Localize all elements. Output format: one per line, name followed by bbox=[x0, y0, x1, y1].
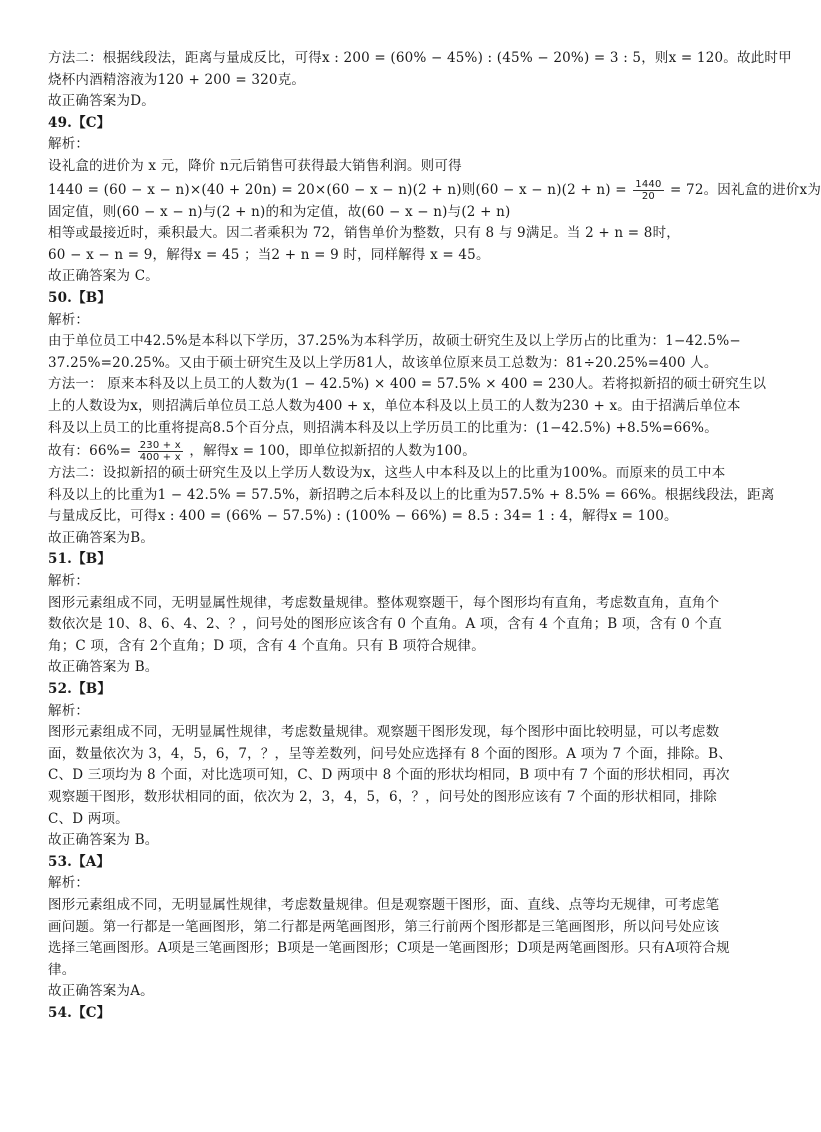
answer-line: 故正确答案为B。 bbox=[48, 529, 155, 546]
text-line: ，解得x = 100，即单位拟新招的人数为100。 bbox=[189, 443, 476, 460]
fraction bbox=[633, 179, 663, 202]
text-line: 60 − x − n = 9，解得x = 45 ；当2 + n = 9 时，同样解得 x = 45。 bbox=[48, 246, 490, 263]
text-line: 方法二：设拟新招的硕士研究生及以上学历人数设为x，这些人中本科及以上的比重为100%。而原来的员工中本 bbox=[48, 465, 726, 482]
answer-line: 故正确答案为A。 bbox=[48, 983, 154, 1000]
text-line: 图形元素组成不同，无明显属性规律，考虑数量规律。但是观察题干图形，面、直线、点等均无规律，可考虑笔 bbox=[48, 896, 720, 913]
text-line: 固定值，则(60 − x − n)与(2 + n)的和为定值，故(60 − x − n)与(2 + n) bbox=[48, 203, 511, 220]
formula-line bbox=[48, 439, 760, 463]
question-number: 50.【B】 bbox=[48, 289, 112, 306]
fraction-numerator: 1440 bbox=[635, 178, 662, 190]
fraction bbox=[138, 440, 183, 463]
text-line: 上的人数设为x，则招满后单位员工总人数为400 + x，单位本科及以上员工的人数为230 + x。由于招满后单位本 bbox=[48, 397, 741, 414]
text-line: 选择三笔画图形。A项是三笔画图形；B项是一笔画图形；C项是一笔画图形；D项是两笔画图形。只有A项符合规 bbox=[48, 940, 730, 957]
analysis-label: 解析： bbox=[48, 573, 90, 590]
answer-line: 故正确答案为 B。 bbox=[48, 832, 159, 849]
answer-line: 故正确答案为 C。 bbox=[48, 268, 159, 285]
question-number: 51.【B】 bbox=[48, 551, 112, 568]
fraction-denominator: 400 + x bbox=[139, 452, 181, 464]
analysis-label: 解析： bbox=[48, 702, 90, 719]
analysis-label: 解析： bbox=[48, 136, 90, 153]
text-line: 面，数量依次为 3，4，5，6，7，？，呈等差数列，问号处应选择有 8 个面的图形。A 项为 7 个面，排除。B、 bbox=[48, 745, 732, 762]
analysis-label: 解析： bbox=[48, 311, 90, 328]
text-line: 与量成反比，可得x : 400 = (66% − 57.5%) : (100% − 66%) = 8.5 : 34= 1 : 4，解得x = 100。 bbox=[48, 508, 678, 525]
text-line: 故正确答案为D。 bbox=[48, 93, 155, 110]
fraction-denominator: 20 bbox=[641, 190, 655, 202]
question-number: 52.【B】 bbox=[48, 681, 112, 698]
text-line: = 72。因礼盒的进价x为 bbox=[670, 181, 821, 198]
text-line: 角；C 项，含有 2个直角；D 项，含有 4 个直角。只有 B 项符合规律。 bbox=[48, 637, 485, 654]
text-line: 图形元素组成不同，无明显属性规律，考虑数量规律。观察题干图形发现，每个图形中面比较明显，可以考虑数 bbox=[48, 724, 720, 741]
analysis-label: 解析： bbox=[48, 875, 90, 892]
text-line: 科及以上的比重为1 − 42.5% = 57.5%，新招聘之后本科及以上的比重为57.5% + 8.5% = 66%。根据线段法，距离 bbox=[48, 486, 775, 503]
formula-line bbox=[48, 178, 821, 202]
question-number: 49.【C】 bbox=[48, 114, 111, 131]
text-line: 设礼盒的进价为 x 元，降价 n元后销售可获得最大销售利润。则可得 bbox=[48, 157, 462, 174]
text-line: 观察题干图形，数形状相同的面，依次为 2，3，4，5，6，？，问号处的图形应该有 7 个面的形状相同，排除 bbox=[48, 789, 718, 805]
text-line: C、D 三项均为 8 个面，对比选项可知，C、D 两项中 8 个面的形状均相同，B 项中有 7 个面的形状相同，再次 bbox=[48, 767, 730, 784]
text-line: 方法二：根据线段法，距离与量成反比，可得x : 200 = (60% − 45%) : (45% − 20%) = 3 : 5，则x = 120。故此时甲 bbox=[48, 50, 792, 66]
text-line: C、D 两项。 bbox=[48, 810, 129, 827]
text-line: 律。 bbox=[48, 961, 76, 978]
text-line: 烧杯内酒精溶液为120 + 200 = 320克。 bbox=[48, 71, 306, 88]
text-line: 科及以上员工的比重将提高8.5个百分点，则招满本科及以上学历员工的比重为：(1−42.5%) +8.5%=66%。 bbox=[48, 419, 718, 436]
text-line: 图形元素组成不同，无明显属性规律，考虑数量规律。整体观察题干，每个图形均有直角，考虑数直角，直角个 bbox=[48, 594, 720, 611]
text-line: 由于单位员工中42.5%是本科以下学历，37.25%为本科学历，故硕士研究生及以上学历占的比重为：1−42.5%− bbox=[48, 333, 741, 350]
fraction-numerator: 230 + x bbox=[139, 440, 181, 452]
text-line: 故有：66%= bbox=[48, 443, 132, 460]
text-line: 画问题。第一行都是一笔画图形，第二行都是两笔画图形，第三行前两个图形都是三笔画图形，所以问号处应该 bbox=[48, 918, 720, 935]
text-line: 37.25%=20.25%。又由于硕士研究生及以上学历81人，故该单位原来员工总数为：81÷20.25%=400 人。 bbox=[48, 354, 718, 371]
text-line: 相等或最接近时，乘积最大。因二者乘积为 72，销售单价为整数，只有 8 与 9满足。当 2 + n = 8时， bbox=[48, 225, 680, 242]
question-number: 54.【C】 bbox=[48, 1004, 111, 1021]
question-number: 53.【A】 bbox=[48, 853, 111, 870]
document-page bbox=[48, 48, 821, 1025]
text-line: 方法一： 原来本科及以上员工的人数为(1 − 42.5%) × 400 = 57.5% × 400 = 230人。若将拟新招的硕士研究生以 bbox=[48, 376, 767, 393]
text-line: 1440 = (60 − x − n)×(40 + 20n) = 20×(60 − x − n)(2 + n)则(60 − x − n)(2 + n) = bbox=[48, 181, 627, 198]
answer-line: 故正确答案为 B。 bbox=[48, 659, 159, 676]
text-line: 数依次是 10、8、6、4、2、？，问号处的图形应该含有 0 个直角。A 项，含有 4 个直角；B 项，含有 0 个直 bbox=[48, 616, 722, 633]
